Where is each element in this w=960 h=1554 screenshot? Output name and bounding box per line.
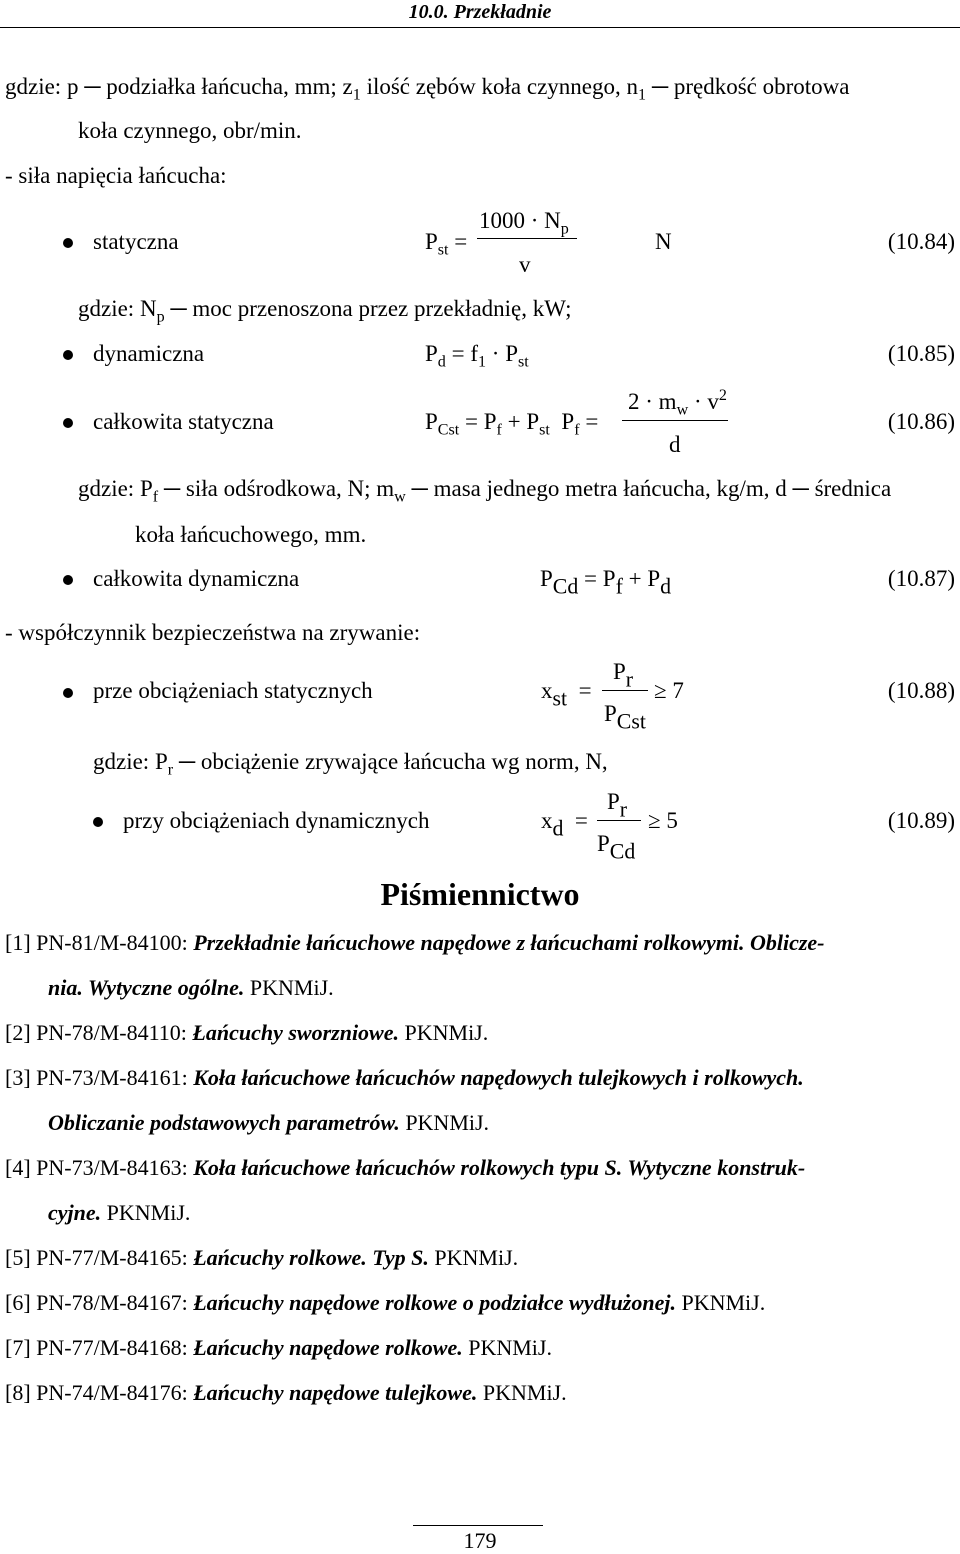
reference-item: [1] PN-81/M-84100: Przekładnie łańcuchowe napędowe z łańcuchami rolkowymi. Oblicze- [5, 930, 825, 955]
reference-item: [5] PN-77/M-84165: Łańcuchy rolkowe. Typ S. PKNMiJ. [5, 1245, 519, 1270]
header-rule [0, 27, 960, 28]
eq84-label: statyczna [93, 229, 179, 254]
bullet-icon [93, 817, 103, 827]
bullet-icon [63, 350, 73, 360]
bullet-icon [63, 688, 73, 698]
pf-note-line-1: gdzie: $P_f$ ─ siła odśrodkowa, N; $m_w$ ─ masa jednego metra łańcucha, kg/m, d ─ średnica [78, 476, 892, 506]
eq84-number: (10.84) [887, 229, 955, 254]
intro-line-2: koła czynnego, obr/min. [78, 118, 302, 143]
reference-item: [6] PN-78/M-84167: Łańcuchy napędowe rolkowe o podziałce wydłużonej. PKNMiJ. [5, 1290, 766, 1315]
eq89-lhs: $x_d$ = [541, 808, 588, 841]
pr-note: gdzie: $P_r$ ─ obciążenie zrywające łańcucha wg norm, N, [93, 749, 608, 779]
reference-item: [2] PN-78/M-84110: Łańcuchy sworzniowe. PKNMiJ. [5, 1020, 489, 1045]
eq85-number: (10.85) [887, 341, 955, 366]
eq89-denominator: $P_{Cd}$ [597, 831, 636, 864]
eq84-fraction-bar [477, 238, 577, 239]
eq89-numerator: $P_r$ [607, 789, 628, 822]
eq84-lhs: $P_{st}$ = [425, 229, 468, 259]
eq88-inequality: ≥ 7 [654, 678, 684, 703]
bibliography-title: Piśmiennictwo [380, 876, 580, 912]
eq89-fraction-bar [597, 820, 641, 821]
reference-item-cont: cyjne. PKNMiJ. [48, 1200, 191, 1225]
safety-factor-heading: - współczynnik bezpieczeństwa na zrywanie: [5, 620, 421, 645]
eq86-lhs: $P_{Cst} = P_f + P_{st}$ $P_f$ = [425, 409, 599, 439]
running-header: 10.0. Przekładnie [408, 1, 552, 23]
eq86-number: (10.86) [887, 409, 955, 434]
eq88-denominator: $P_{Cst}$ [604, 701, 646, 734]
eq86-denominator: d [669, 432, 681, 457]
reference-item: [3] PN-73/M-84161: Koła łańcuchowe łańcuchów napędowych tulejkowych i rolkowych. [5, 1065, 804, 1090]
eq88-number: (10.88) [887, 678, 955, 703]
eq88-fraction-bar [602, 690, 648, 691]
eq86-fraction-bar [622, 420, 728, 421]
page-number: 179 [463, 1528, 497, 1553]
eq88-label: prze obciążeniach statycznych [93, 678, 373, 703]
eq87-label: całkowita dynamiczna [93, 566, 300, 591]
reference-item: [8] PN-74/M-84176: Łańcuchy napędowe tulejkowe. PKNMiJ. [5, 1380, 567, 1405]
eq89-inequality: ≥ 5 [648, 808, 678, 833]
pf-note-line-2: koła łańcuchowego, mm. [135, 522, 367, 547]
eq86-label: całkowita statyczna [93, 409, 274, 434]
eq84-denominator: v [519, 252, 531, 277]
reference-item-cont: Obliczanie podstawowych parametrów. PKNMiJ. [48, 1110, 490, 1135]
intro-line-3: - siła napięcia łańcucha: [5, 163, 227, 188]
eq86-numerator: $2 \cdot m_w \cdot v^2$ [628, 387, 727, 419]
eq85-formula: $P_d = f_1 \cdot P_{st}$ [425, 341, 529, 371]
bullet-icon [63, 238, 73, 248]
bullet-icon [63, 418, 73, 428]
eq88-numerator: $P_r$ [613, 659, 634, 692]
eq85-label: dynamiczna [93, 341, 205, 366]
eq87-number: (10.87) [887, 566, 955, 591]
bullet-icon [63, 575, 73, 585]
eq88-lhs: $x_{st}$ = [541, 678, 592, 711]
eq89-number: (10.89) [887, 808, 955, 833]
intro-line-1: gdzie: p ─ podziałka łańcucha, mm; $z_1$ ilość zębów koła czynnego, $n_1$ ─ prędkość obrotowa [5, 74, 850, 104]
np-note: gdzie: $N_p$ ─ moc przenoszona przez przekładnię, kW; [78, 296, 572, 326]
eq84-unit: N [655, 229, 672, 254]
eq89-label: przy obciążeniach dynamicznych [123, 808, 430, 833]
reference-item-cont: nia. Wytyczne ogólne. PKNMiJ. [48, 975, 334, 1000]
eq87-formula: $P_{Cd} = P_f + P_d$ [540, 566, 672, 599]
reference-item: [7] PN-77/M-84168: Łańcuchy napędowe rolkowe. PKNMiJ. [5, 1335, 552, 1360]
reference-item: [4] PN-73/M-84163: Koła łańcuchowe łańcuchów rolkowych typu S. Wytyczne konstruk- [5, 1155, 806, 1180]
footer-rule [413, 1525, 543, 1526]
eq84-numerator: $1000 \cdot N_p$ [479, 208, 569, 238]
